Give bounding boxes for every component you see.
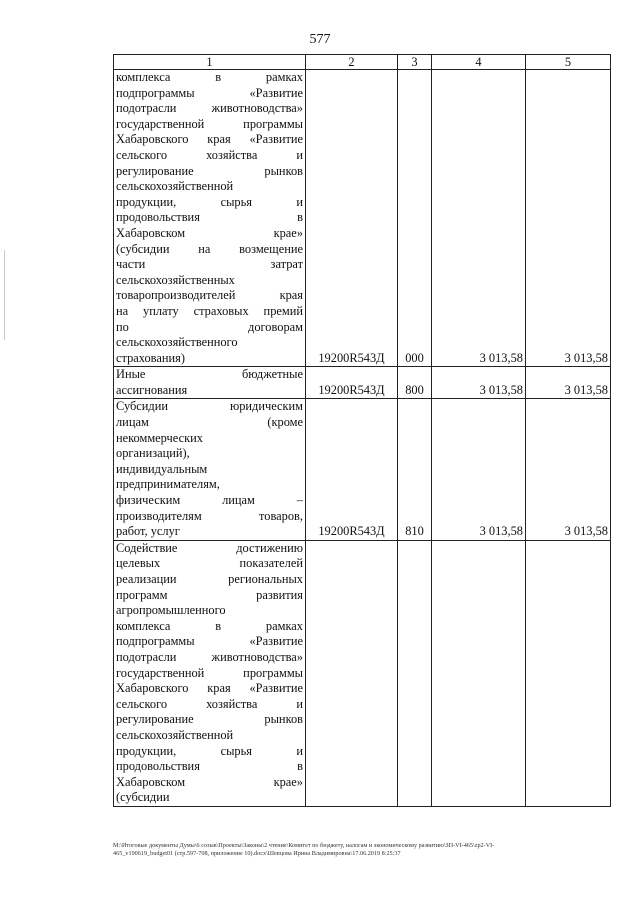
row-name-line: Хабаровского края «Развитие <box>116 132 303 147</box>
header-col-5: 5 <box>526 55 611 70</box>
amount-col-5 <box>526 540 611 806</box>
row-name-line: Содействие достижению <box>116 540 303 555</box>
row-name-line: работ, услуг <box>116 524 180 539</box>
footer-path-line-2: 465_v190619_budget01 (стр.597-708, приложение 10).docx\Шевцова Ирина Владимировна\17.06.2019 8:25:37 <box>113 850 401 857</box>
row-name-line: индивидуальным <box>116 461 208 476</box>
row-name-line: физическим лицам – <box>116 493 303 508</box>
row-name-line: организаций), <box>116 446 190 461</box>
expense-type-code: 000 <box>398 70 432 367</box>
row-name-line: программ развития <box>116 587 303 602</box>
header-col-4: 4 <box>432 55 526 70</box>
row-name-line: ассигнования <box>116 382 188 397</box>
amount-col-4: 3 013,58 <box>432 399 526 540</box>
table-header-row <box>114 55 611 70</box>
expense-type-code <box>398 540 432 806</box>
row-name-line: продовольствия в <box>116 210 303 225</box>
scan-margin-mark <box>4 250 5 340</box>
amount-col-5: 3 013,58 <box>526 367 611 399</box>
row-name-line: Хабаровском крае» <box>116 225 303 240</box>
row-name-line: продукции, сырья и <box>116 743 303 758</box>
target-article-code: 19200R543Д <box>306 367 398 399</box>
row-name-line: государственной программы <box>116 116 303 131</box>
table-row <box>114 367 611 399</box>
row-name-line: лицам (кроме <box>116 415 303 430</box>
target-article-code: 19200R543Д <box>306 399 398 540</box>
row-name-line: производителям товаров, <box>116 508 303 523</box>
row-name-line: Хабаровском крае» <box>116 774 303 789</box>
row-name-cell <box>114 367 306 399</box>
page-number: 577 <box>309 32 331 47</box>
row-name-line: реализации региональных <box>116 572 303 586</box>
table-row <box>114 70 611 367</box>
row-name-cell <box>114 70 306 367</box>
row-name-line: регулирование рынков <box>116 712 303 727</box>
amount-col-4: 3 013,58 <box>432 70 526 367</box>
row-name-line: сельскохозяйственных <box>116 272 235 287</box>
table-row <box>114 540 611 806</box>
row-name-line: части затрат <box>116 257 303 272</box>
row-name-line: по договорам <box>116 319 303 334</box>
target-article-code <box>306 540 398 806</box>
row-name-line: государственной программы <box>116 665 303 680</box>
row-name-line: предпринимателям, <box>116 477 220 492</box>
table-row <box>114 399 611 540</box>
amount-col-4 <box>432 540 526 806</box>
row-name-line: страхования) <box>116 350 185 365</box>
row-name-line: подотрасли животноводства» <box>116 101 303 116</box>
row-name-line: целевых показателей <box>116 556 303 571</box>
target-article-code: 19200R543Д <box>306 70 398 367</box>
document-footer <box>113 842 610 858</box>
header-col-3: 3 <box>398 55 432 70</box>
row-name-line: регулирование рынков <box>116 163 303 178</box>
budget-table <box>113 54 611 807</box>
row-name-line: комплекса в рамках <box>116 70 303 84</box>
row-name-line: Субсидии юридическим <box>116 399 303 414</box>
expense-type-code: 810 <box>398 399 432 540</box>
row-name-line: Иные бюджетные <box>116 367 303 382</box>
row-name-line: некоммерческих <box>116 430 203 445</box>
row-name-line: подотрасли животноводства» <box>116 649 303 664</box>
row-name-line: (субсидии <box>116 790 170 805</box>
header-col-2: 2 <box>306 55 398 70</box>
amount-col-5: 3 013,58 <box>526 399 611 540</box>
row-name-line: сельскохозяйственного <box>116 335 238 350</box>
row-name-line: на уплату страховых премий <box>116 303 303 318</box>
row-name-line: агропромышленного <box>116 603 226 618</box>
amount-col-5: 3 013,58 <box>526 70 611 367</box>
amount-col-4: 3 013,58 <box>432 367 526 399</box>
row-name-line: товаропроизводителей края <box>116 288 303 303</box>
row-name-line: подпрограммы «Развитие <box>116 634 303 649</box>
row-name-line: продовольствия в <box>116 759 303 774</box>
row-name-line: комплекса в рамках <box>116 618 303 633</box>
expense-type-code: 800 <box>398 367 432 399</box>
footer-path-line-1: M:\Итоговые документы Думы\6 созыв\Проекты\Законы\2 чтение\Комитет по бюджету, налогам и экономическому развитию\ЗП-VI-465\zp2-VI- <box>113 842 495 849</box>
header-col-1: 1 <box>114 55 306 70</box>
row-name-line: сельскохозяйственной <box>116 179 234 194</box>
row-name-line: продукции, сырья и <box>116 194 303 209</box>
row-name-line: Хабаровского края «Развитие <box>116 681 303 696</box>
row-name-cell <box>114 399 306 540</box>
row-name-line: подпрограммы «Развитие <box>116 85 303 100</box>
row-name-line: сельскохозяйственной <box>116 727 234 742</box>
row-name-line: сельского хозяйства и <box>116 147 303 162</box>
row-name-cell <box>114 540 306 806</box>
row-name-line: сельского хозяйства и <box>116 696 303 711</box>
row-name-line: (субсидии на возмещение <box>116 241 303 256</box>
